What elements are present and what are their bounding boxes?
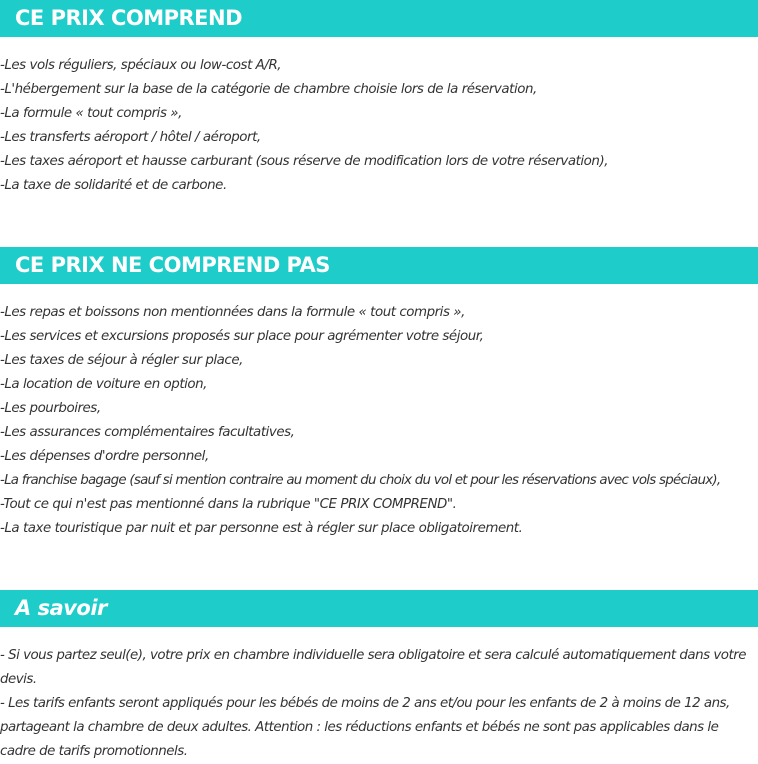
list-item: -Les taxes aéroport et hausse carburant (sous réserve de modification lors de votre réservation), [0,154,609,169]
includes-list [0,54,756,198]
list-item: -Les services et excursions proposés sur place pour agrémenter votre séjour, [0,329,484,344]
list-item: -La formule « tout compris », [0,106,182,121]
list-item: -La taxe de solidarité et de carbone. [0,178,227,193]
list-item: -La taxe touristique par nuit et par personne est à régler sur place obligatoirement. [0,521,523,536]
section-title-includes: CE PRIX COMPREND [0,0,758,37]
info-paragraph: - Si vous partez seul(e), votre prix en chambre individuelle sera obligatoire et sera calculé automatiquement dans votre devis. [0,648,746,687]
list-item: -Les transferts aéroport / hôtel / aéroport, [0,130,261,145]
info-paragraph: - Les tarifs enfants seront appliqués pour les bébés de moins de 2 ans et/ou pour les enfants de 2 à moins de 12 ans, partageant la chambre de deux adultes. Attention : les réductions enfants et bébés ne sont pas applicables dans le cadre de tarifs promotionnels. [0,696,730,759]
list-item: -La franchise bagage (sauf si mention contraire au moment du choix du vol et pour les réservations avec vols spéciaux), [0,473,721,488]
section-title-excludes: CE PRIX NE COMPREND PAS [0,247,758,284]
list-item: -Les vols réguliers, spéciaux ou low-cost A/R, [0,58,282,73]
excludes-list [0,301,756,541]
list-item: -Les taxes de séjour à régler sur place, [0,353,243,368]
list-item: -Les assurances complémentaires facultatives, [0,425,295,440]
list-item: -Les dépenses d'ordre personnel, [0,449,209,464]
list-item: -L'hébergement sur la base de la catégorie de chambre choisie lors de la réservation, [0,82,537,97]
list-item: -Tout ce qui n'est pas mentionné dans la rubrique "CE PRIX COMPREND". [0,497,457,512]
section-title-good-to-know: A savoir [0,590,758,627]
list-item: -Les repas et boissons non mentionnées dans la formule « tout compris », [0,305,465,320]
list-item: -La location de voiture en option, [0,377,207,392]
list-item: -Les pourboires, [0,401,101,416]
